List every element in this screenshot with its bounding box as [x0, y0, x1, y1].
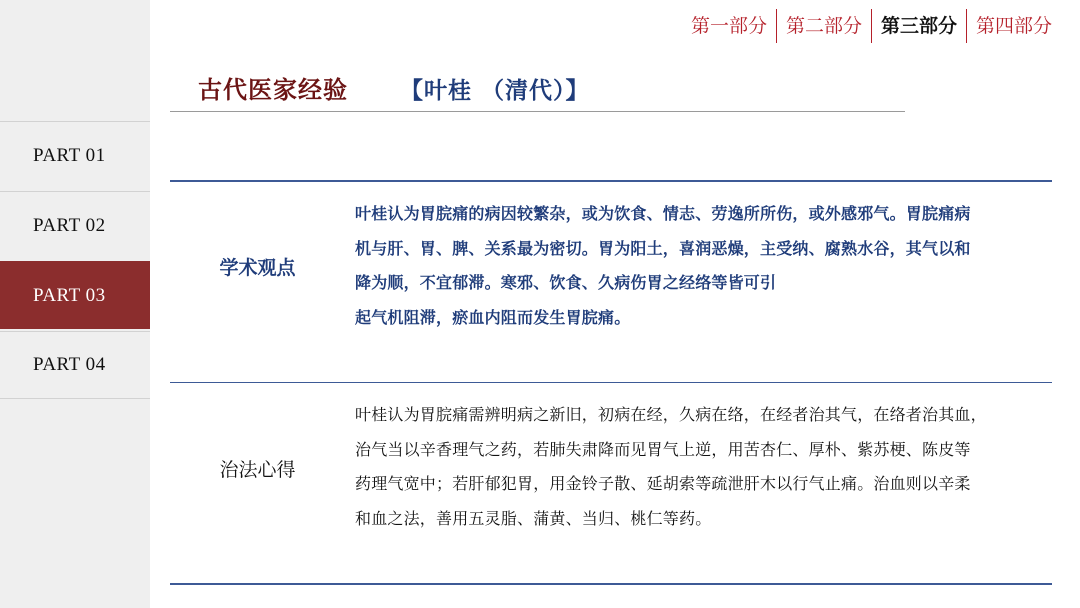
text-line: 机与肝、胃、脾、关系最为密切。胃为阳土，喜润恶燥，主受纳、腐熟水谷，其气以和	[355, 238, 971, 258]
section-text-academic-view	[355, 197, 1047, 335]
text-line: 药理气宽中；若肝郁犯胃，用金铃子散、延胡索等疏泄肝木以行气止痛。治血则以辛柔	[355, 474, 971, 493]
sidebar-item-part-01[interactable]	[0, 121, 150, 189]
sidebar-item-part-04[interactable]	[0, 331, 150, 399]
text-line: 治气当以辛香理气之药，若肺失肃降而见胃气上逆，用苦杏仁、厚朴、紫苏梗、陈皮等	[355, 439, 971, 459]
page-subtitle: 【叶桂 （清代）】	[400, 77, 590, 104]
title-divider	[170, 111, 905, 112]
sidebar-item-label: PART 04	[33, 354, 106, 375]
sidebar-item-part-02[interactable]	[0, 191, 150, 259]
tab-part-1[interactable]: 第一部分	[682, 9, 777, 43]
tab-part-3[interactable]: 第三部分	[872, 9, 967, 43]
text-line: 叶桂认为胃脘痛的病因较繁杂，或为饮食、情志、劳逸所所伤，或外感邪气。胃脘痛病	[355, 204, 971, 223]
table-middle-rule	[170, 382, 1052, 383]
sidebar-item-label: PART 01	[33, 144, 106, 166]
sidebar-item-part-03[interactable]	[0, 261, 150, 329]
section-text-treatment	[355, 398, 1047, 536]
section-label-academic-view: 学术观点	[219, 257, 296, 279]
table-bottom-rule	[170, 583, 1052, 585]
page-title: 古代医家经验	[198, 75, 348, 104]
text-line: 起气机阻滞，瘀血内阻而发生胃脘痛。	[355, 307, 631, 327]
sidebar	[0, 0, 150, 608]
top-navigation	[682, 8, 1052, 44]
text-line: 和血之法，善用五灵脂、蒲黄、当归、桃仁等药。	[355, 508, 712, 528]
section-label-treatment: 治法心得	[219, 459, 296, 481]
tab-part-4[interactable]: 第四部分	[975, 15, 1052, 37]
text-line: 降为顺，不宜郁滞。寒邪、饮食、久病伤胃之经络等皆可引	[355, 273, 777, 292]
sidebar-item-label: PART 03	[33, 284, 106, 306]
tab-part-2[interactable]: 第二部分	[777, 9, 872, 43]
text-line: 叶桂认为胃脘痛需辨明病之新旧，初病在经，久病在络，在经者治其气，在络者治其血，	[355, 405, 987, 424]
table-top-rule	[170, 180, 1052, 182]
sidebar-item-label: PART 02	[33, 214, 106, 236]
